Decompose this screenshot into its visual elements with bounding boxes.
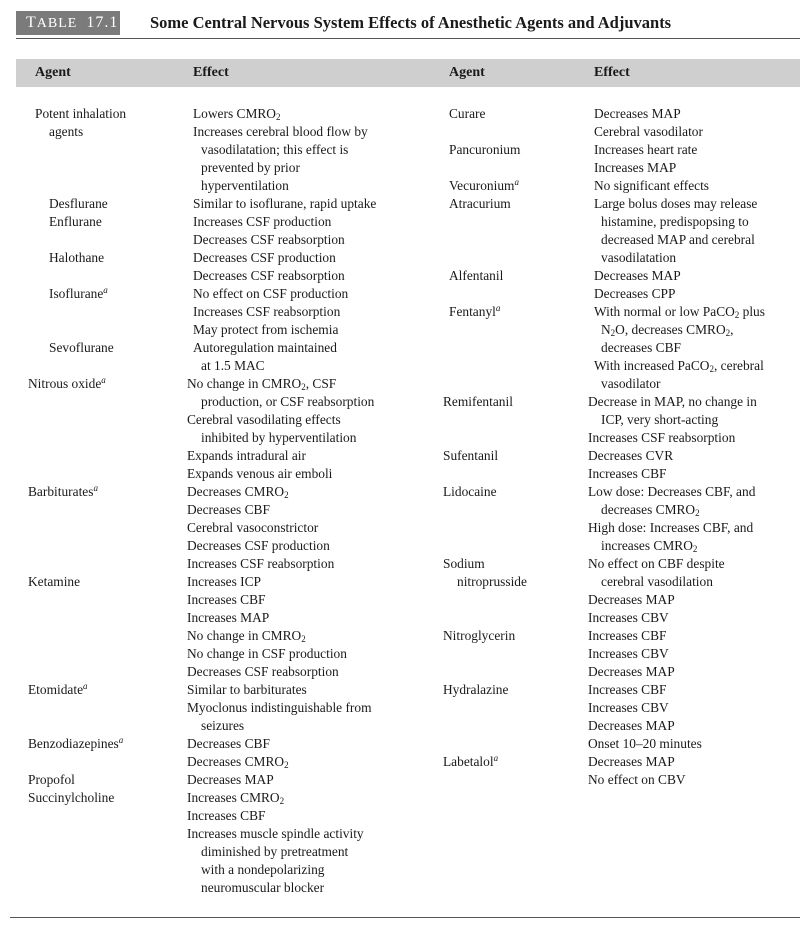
cell-text-continued: , cerebral [713, 358, 764, 373]
agent-cell-line [443, 447, 498, 465]
effect-cell-line [187, 465, 332, 483]
agent-cell-line [28, 573, 80, 591]
footnote-marker: a [101, 375, 106, 385]
cell-text: No effect on CSF production [193, 286, 349, 301]
cell-text: Increases CSF reabsorption [193, 304, 341, 319]
effect-cell-line [193, 123, 368, 141]
cell-text: Decreases MAP [588, 664, 675, 679]
cell-text: inhibited by hyperventilation [201, 430, 357, 445]
effect-cell-line [588, 609, 669, 627]
agent-cell-line [49, 195, 108, 213]
cell-text: Increases CBF [187, 592, 266, 607]
table-label-prefix: T [26, 14, 37, 31]
cell-text: vasodilator [601, 376, 661, 391]
cell-text: Increases MAP [187, 610, 270, 625]
cell-text: Decreases MAP [594, 106, 681, 121]
agent-cell-line [28, 735, 123, 753]
effect-cell-line [594, 159, 676, 177]
effect-cell-line [588, 735, 702, 753]
effect-cell-line [201, 159, 300, 177]
cell-text: Decreases MAP [588, 718, 675, 733]
cell-text: nitroprusside [457, 574, 527, 589]
cell-text: Potent inhalation [35, 106, 127, 121]
subscript: 2 [279, 796, 285, 806]
agent-cell-line [28, 375, 106, 393]
effect-cell-line [187, 825, 364, 843]
subscript: 2 [695, 508, 700, 518]
cell-text: Increases CSF reabsorption [588, 430, 736, 445]
cell-text: production, or CSF reabsorption [201, 394, 375, 409]
agent-cell-line [449, 141, 520, 159]
effect-cell-line [588, 771, 686, 789]
cell-text: Labetalol [443, 754, 494, 769]
cell-text: Low dose: Decreases CBF, and [588, 484, 756, 499]
effect-cell-line [193, 267, 345, 285]
effect-cell-line [588, 681, 666, 699]
bottom-rule [10, 917, 800, 918]
effect-cell-line [193, 231, 345, 249]
cell-text: Decreases CSF reabsorption [193, 232, 345, 247]
effect-cell-line [594, 267, 681, 285]
effect-cell-line [187, 591, 265, 609]
header-band [16, 59, 800, 87]
cell-text: Fentanyl [449, 304, 496, 319]
cell-text: Decreases CBF [187, 736, 270, 751]
cell-text: Increases CBV [588, 646, 669, 661]
cell-text: Increases CBV [588, 700, 669, 715]
cell-text-continued: plus [739, 304, 765, 319]
effect-cell-line [588, 591, 675, 609]
effect-cell-line [187, 699, 371, 717]
cell-text: Decreases CSF production [193, 250, 336, 265]
effect-cell-line [594, 105, 681, 123]
cell-text: Desflurane [49, 196, 108, 211]
effect-cell-line [588, 555, 725, 573]
effect-cell-line [588, 429, 735, 447]
effect-cell-line [201, 393, 374, 411]
effect-cell-line [588, 627, 666, 645]
effect-cell-line [601, 537, 697, 555]
effect-cell-line [187, 555, 334, 573]
cell-text: Increases CMRO [187, 790, 280, 805]
agent-cell-line [28, 483, 98, 501]
cell-text-continued: O, decreases CMRO [615, 322, 726, 337]
cell-text: diminished by pretreatment [201, 844, 349, 859]
effect-cell-line [601, 375, 661, 393]
cell-text: Increases CSF reabsorption [187, 556, 335, 571]
footnote-marker: a [103, 285, 108, 295]
agent-cell-line [449, 267, 503, 285]
cell-text: decreased MAP and cerebral [601, 232, 755, 247]
agent-cell-line [443, 483, 497, 501]
effect-cell-line [193, 249, 336, 267]
agent-cell-line [449, 303, 500, 321]
effect-cell-line [601, 321, 733, 339]
cell-text: No significant effects [594, 178, 710, 193]
cell-text: Sufentanil [443, 448, 499, 463]
subscript: 2 [301, 382, 306, 392]
header-effect-left: Effect [193, 65, 229, 80]
effect-cell-line [193, 195, 376, 213]
agent-cell-line [49, 123, 83, 141]
cell-text: Expands venous air emboli [187, 466, 333, 481]
cell-text: Sevoflurane [49, 340, 114, 355]
effect-cell-line [601, 573, 713, 591]
agent-cell-line [28, 789, 114, 807]
cell-text: Lidocaine [443, 484, 497, 499]
cell-text: decreases CMRO [601, 502, 696, 517]
cell-text: seizures [201, 718, 245, 733]
effect-cell-line [193, 213, 331, 231]
cell-text: Benzodiazepines [28, 736, 119, 751]
cell-text: histamine, predispopsing to [601, 214, 749, 229]
cell-text: Expands intradural air [187, 448, 306, 463]
subscript: 2 [734, 310, 740, 320]
agent-cell-line [49, 285, 108, 303]
effect-cell-line [193, 285, 348, 303]
cell-text: Curare [449, 106, 486, 121]
cell-text: Decrease in MAP, no change in [588, 394, 757, 409]
cell-text: Increases CSF production [193, 214, 332, 229]
cell-text: ICP, very short-acting [601, 412, 719, 427]
effect-cell-line [588, 663, 675, 681]
cell-text: Atracurium [449, 196, 511, 211]
cell-text: Onset 10–20 minutes [588, 736, 702, 751]
cell-text: Decreases CVR [588, 448, 674, 463]
effect-cell-line [187, 663, 339, 681]
effect-cell-line [201, 429, 356, 447]
cell-text-continued: , CSF [305, 376, 337, 391]
effect-cell-line [588, 753, 675, 771]
cell-text: Decreases CSF reabsorption [193, 268, 345, 283]
cell-text: Enflurane [49, 214, 102, 229]
effect-cell-line [594, 195, 757, 213]
subscript: 2 [284, 760, 289, 770]
effect-cell-line [187, 519, 318, 537]
cell-text: Vecuronium [449, 178, 515, 193]
cell-text-continued: , [730, 322, 734, 337]
effect-cell-line [193, 321, 338, 339]
effect-cell-line [187, 789, 284, 807]
cell-text: N [601, 322, 611, 337]
effect-cell-line [187, 609, 269, 627]
effect-cell-line [201, 861, 324, 879]
subscript: 2 [284, 490, 289, 500]
cell-text: increases CMRO [601, 538, 693, 553]
subscript: 2 [610, 328, 616, 338]
effect-cell-line [193, 339, 337, 357]
cell-text: Cerebral vasoconstrictor [187, 520, 319, 535]
effect-cell-line [601, 501, 700, 519]
agent-cell-line [449, 177, 519, 195]
effect-cell-line [201, 843, 348, 861]
effect-cell-line [601, 249, 676, 267]
cell-text: Increases CBV [588, 610, 669, 625]
footnote-marker: a [514, 177, 519, 187]
footnote-marker: a [83, 681, 88, 691]
cell-text: With increased PaCO [594, 358, 710, 373]
agent-cell-line [449, 105, 485, 123]
table-title: Some Central Nervous System Effects of Anesthetic Agents and Adjuvants [150, 13, 672, 32]
cell-text: decreases CBF [601, 340, 681, 355]
cell-text: Increases cerebral blood flow by [193, 124, 368, 139]
subscript: 2 [725, 328, 731, 338]
cell-text: prevented by prior [201, 160, 300, 175]
agent-cell-line [443, 753, 498, 771]
effect-cell-line [187, 627, 306, 645]
cell-text: Autoregulation maintained [193, 340, 337, 355]
cell-text: Decreases MAP [187, 772, 274, 787]
cell-text: Remifentanil [443, 394, 513, 409]
subscript: 2 [709, 364, 714, 374]
cell-text: Decreases MAP [588, 592, 675, 607]
cell-text: Pancuronium [449, 142, 521, 157]
cell-text: Sodium [443, 556, 485, 571]
cell-text: Etomidate [28, 682, 84, 697]
cell-text: May protect from ischemia [193, 322, 339, 337]
effect-cell-line [588, 465, 666, 483]
cell-text: No change in CSF production [187, 646, 347, 661]
effect-cell-line [187, 537, 330, 555]
cell-text: No effect on CBV [588, 772, 686, 787]
header-agent-left: Agent [35, 65, 71, 80]
table-number-label [16, 11, 120, 35]
effect-cell-line [594, 285, 675, 303]
agent-cell-line [443, 627, 515, 645]
effect-cell-line [193, 105, 280, 123]
effect-cell-line [594, 123, 703, 141]
agent-cell-line [35, 105, 126, 123]
cell-text: at 1.5 MAC [201, 358, 265, 373]
effect-cell-line [187, 771, 274, 789]
cell-text: Similar to isoflurane, rapid uptake [193, 196, 377, 211]
effect-cell-line [601, 213, 749, 231]
effect-cell-line [201, 141, 348, 159]
cell-text: Isoflurane [49, 286, 104, 301]
effect-cell-line [588, 645, 669, 663]
agent-cell-line [443, 681, 508, 699]
cell-text: Lowers CMRO [193, 106, 276, 121]
effect-cell-line [201, 879, 324, 897]
effect-cell-line [201, 717, 244, 735]
effect-cell-line [601, 231, 755, 249]
cell-text: Increases CBF [588, 682, 667, 697]
cell-text: hyperventilation [201, 178, 289, 193]
cell-text: Cerebral vasodilator [594, 124, 703, 139]
effect-cell-line [588, 519, 753, 537]
cell-text: Cerebral vasodilating effects [187, 412, 341, 427]
cell-text: Decreases CSF production [187, 538, 330, 553]
cell-text: Nitrous oxide [28, 376, 102, 391]
effect-cell-line [187, 807, 265, 825]
cell-text: Decreases MAP [588, 754, 675, 769]
effect-cell-line [594, 141, 697, 159]
header-agent-right: Agent [449, 65, 485, 80]
effect-cell-line [201, 357, 265, 375]
agent-cell-line [443, 393, 513, 411]
effect-cell-line [588, 447, 673, 465]
cell-text: cerebral vasodilation [601, 574, 713, 589]
effect-cell-line [601, 339, 681, 357]
cell-text: Myoclonus indistinguishable from [187, 700, 372, 715]
effect-cell-line [187, 375, 336, 393]
cell-text: Increases muscle spindle activity [187, 826, 364, 841]
cell-text: Increases CBF [187, 808, 266, 823]
effect-cell-line [588, 483, 755, 501]
cell-text: Alfentanil [449, 268, 504, 283]
cell-text: No effect on CBF despite [588, 556, 725, 571]
effect-cell-line [201, 177, 289, 195]
cell-text: Decreases CSF reabsorption [187, 664, 339, 679]
cell-text: Increases heart rate [594, 142, 698, 157]
cell-text: Hydralazine [443, 682, 509, 697]
cell-text: Halothane [49, 250, 105, 265]
footnote-marker: a [93, 483, 98, 493]
effect-cell-line [187, 501, 270, 519]
cell-text: neuromuscular blocker [201, 880, 325, 895]
effect-cell-line [594, 303, 765, 321]
agent-cell-line [443, 555, 485, 573]
effect-cell-line [594, 357, 764, 375]
agent-cell-line [49, 339, 114, 357]
effect-cell-line [187, 483, 289, 501]
cell-text: Nitroglycerin [443, 628, 516, 643]
cell-text: Increases CBF [588, 628, 667, 643]
effect-cell-line [187, 447, 306, 465]
effect-cell-line [193, 303, 340, 321]
agent-cell-line [28, 771, 75, 789]
subscript: 2 [301, 634, 306, 644]
effect-cell-line [187, 753, 289, 771]
cell-text: Ketamine [28, 574, 81, 589]
effect-cell-line [187, 411, 341, 429]
cell-text: Increases CBF [588, 466, 667, 481]
effect-cell-line [588, 393, 757, 411]
table-label-word: ABLE [36, 16, 78, 31]
footnote-marker: a [118, 735, 124, 745]
cell-text: Succinylcholine [28, 790, 115, 805]
agent-cell-line [449, 195, 511, 213]
effect-cell-line [187, 735, 270, 753]
effect-cell-line [187, 681, 307, 699]
cell-text: Barbiturates [28, 484, 94, 499]
cell-text: Propofol [28, 772, 75, 787]
cell-text: Decreases CMRO [187, 484, 285, 499]
agent-cell-line [28, 681, 88, 699]
effect-cell-line [187, 573, 261, 591]
effect-cell-line [601, 411, 718, 429]
effect-cell-line [588, 717, 675, 735]
cell-text: with a nondepolarizing [201, 862, 325, 877]
cell-text: Decreases CBF [187, 502, 270, 517]
cell-text: Decreases CPP [594, 286, 676, 301]
cell-text: Decreases CMRO [187, 754, 285, 769]
effect-cell-line [588, 699, 669, 717]
cell-text: No change in CMRO [187, 376, 302, 391]
agent-cell-line [49, 213, 102, 231]
cell-text: No change in CMRO [187, 628, 302, 643]
cell-text: Decreases MAP [594, 268, 681, 283]
cell-text: vasodilatation; this effect is [201, 142, 349, 157]
agent-cell-line [457, 573, 527, 591]
cell-text: High dose: Increases CBF, and [588, 520, 754, 535]
cell-text: Similar to barbiturates [187, 682, 307, 697]
footnote-marker: a [493, 753, 499, 763]
table-label-number: 17.1 [86, 14, 119, 31]
effect-cell-line [187, 645, 347, 663]
footnote-marker: a [495, 303, 501, 313]
cell-text: Increases MAP [594, 160, 677, 175]
header-effect-right: Effect [594, 65, 630, 80]
effect-cell-line [594, 177, 709, 195]
top-rule [16, 38, 800, 39]
agent-cell-line [49, 249, 104, 267]
cell-text: Increases ICP [187, 574, 261, 589]
subscript: 2 [275, 112, 281, 122]
subscript: 2 [692, 544, 698, 554]
cell-text: Large bolus doses may release [594, 196, 758, 211]
cell-text: vasodilatation [601, 250, 677, 265]
cell-text: With normal or low PaCO [594, 304, 735, 319]
cell-text: agents [49, 124, 84, 139]
